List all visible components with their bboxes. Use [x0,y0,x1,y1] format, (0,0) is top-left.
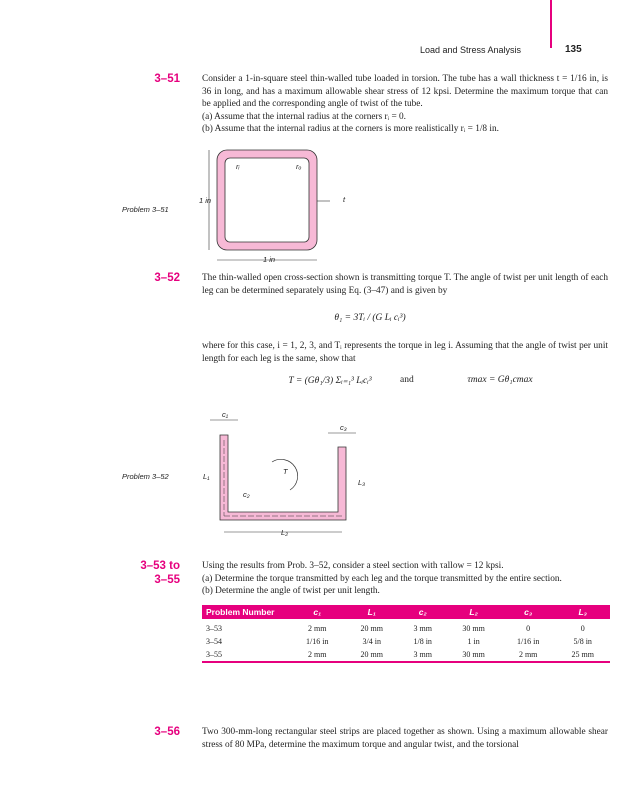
problem-statement: Consider a 1-in-square steel thin-walled tube loaded in torsion. The tube has a wall thickness t = 1/16 in, is 36 in long, and has a maximum allowable shear stress of 12 kpsi. Determine the maximum torque that can be applied and the corresponding angle of twist of the tube. [202,74,608,110]
table-cell: 3–55 [206,650,222,659]
c2-label: c₂ [243,490,250,499]
data-table [202,605,610,663]
table-cell: 1/16 in [516,637,540,646]
equation-tau-max: τmax = Gθ₁cmax [467,375,533,385]
L2-label: L₂ [281,528,289,537]
table-cell: 3 mm [413,650,432,659]
ro-label: rₒ [296,162,302,171]
problem-statement: Two 300-mm-long rectangular steel strips are placed together as shown. Using a maximum allowable shear stress of 80 MPa, determine the maximum torque and angular twist, and the torsional [202,727,608,750]
part-b: (b) Assume that the internal radius at the corners is more realistically rᵢ = 1/8 in. [202,124,499,135]
width-label: 1 in [263,255,276,264]
and-text: and [400,375,414,385]
L3-label: L₃ [358,478,366,487]
problem-number: 3–51 [154,73,180,85]
table-cell: 3–54 [206,637,222,646]
table-row [202,648,610,662]
t-label: t [343,195,346,204]
figure-caption: Problem 3–52 [122,472,169,481]
square-tube-figure [195,145,365,270]
column-header: L₂ [446,605,501,619]
table-cell: 2 mm [308,624,327,633]
table-cell: 3/4 in [362,637,381,646]
problem-statement: Using the results from Prob. 3–52, consider a steel section with τallow = 12 kpsi. [202,561,504,571]
column-header: L₁ [345,605,400,619]
column-header: c₃ [501,605,556,619]
column-header: Problem Number [202,605,290,619]
problem-text [202,73,608,136]
column-header: c₁ [290,605,345,619]
problem-statement-2: where for this case, i = 1, 2, 3, and Tᵢ represents the torque in leg i. Assuming that the angle of twist per unit length for each leg is the same, show that [202,341,608,364]
part-a: (a) Assume that the internal radius at the corners rᵢ = 0. [202,111,407,122]
problem-number: 3–53 to [140,560,180,572]
table-header-row [202,605,610,619]
torque-label: T [283,467,288,476]
height-label: 1 in [199,196,212,205]
table-cell: 2 mm [308,650,327,659]
c3-label: c₃ [340,423,347,432]
problem-statement: The thin-walled open cross-section shown is transmitting torque T. The angle of twist per unit length of each leg can be determined separately using Eq. (3–47) and is given by [202,273,608,296]
table-cell: 1 in [467,637,480,646]
ri-label: rᵢ [236,162,240,171]
problem-number: 3–56 [154,726,180,738]
part-a: (a) Determine the torque transmitted by each leg and the torque transmitted by the entire section. [202,573,562,584]
table-cell: 5/8 in [573,637,592,646]
figure-caption: Problem 3–51 [122,205,169,214]
table-cell: 30 mm [462,650,485,659]
column-header: L₃ [555,605,610,619]
problem-number-2: 3–55 [154,574,180,586]
page-number: 135 [565,44,582,55]
table-cell: 20 mm [360,650,383,659]
c1-label: c₁ [222,410,229,419]
equation-theta: θ₁ = 3Tᵢ / (G Lᵢ cᵢ³) [334,313,406,323]
column-header: c₂ [399,605,446,619]
table-cell: 0 [580,624,585,633]
table-cell: 30 mm [462,624,485,633]
equation-torque: T = (Gθ₁/3) Σᵢ₌₁³ Lᵢcᵢ³ [288,376,372,386]
table-cell: 2 mm [518,650,538,659]
table-cell: 1/16 in [306,637,329,646]
table-cell: 0 [526,624,531,633]
table-cell: 25 mm [571,650,594,659]
table-row [202,635,610,648]
running-title: Load and Stress Analysis [420,45,522,55]
L1-label: L₁ [203,472,210,481]
table-row [202,622,610,635]
problem-number: 3–52 [154,272,180,284]
page-marker-line [550,0,552,48]
part-b: (b) Determine the angle of twist per unit length. [202,586,380,597]
problem-text [202,560,608,598]
table-cell: 3–53 [206,624,222,633]
table-cell: 20 mm [360,624,383,633]
table-cell: 3 mm [413,624,432,633]
table-cell: 1/8 in [413,637,432,646]
